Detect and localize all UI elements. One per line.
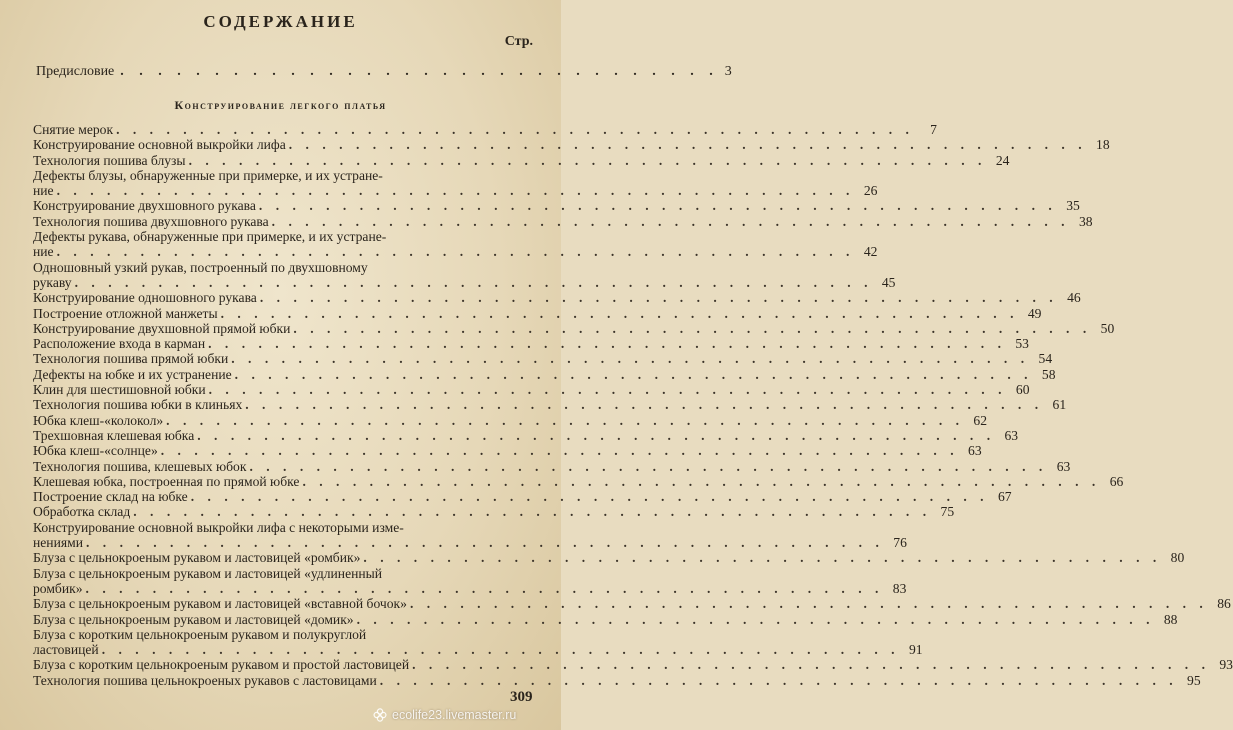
toc-entry-line [33, 351, 1053, 367]
leader-dots: . . . . . . . . . . . . . . . . . . . . . . . . . . . . . . . . . . . . . . . . . . . . . . . . [259, 290, 1058, 306]
leader-dots: . . . . . . . . . . . . . . . . . . . . . . . . . . . . . . . . . . . . . . . . . . . . . . . . [86, 535, 884, 551]
toc-entry [33, 427, 1019, 443]
toc-entry-line [33, 657, 1233, 673]
toc-entry [33, 167, 878, 199]
toc-entry-title: Клешевая юбка, построенная по прямой юбке [33, 473, 300, 489]
toc-entry-page: 93 [1219, 657, 1233, 673]
toc-entry-line [33, 504, 955, 520]
toc-entry-page: 80 [1170, 550, 1185, 566]
toc-entry-line [33, 672, 1201, 688]
toc-entry-page: 63 [1004, 427, 1019, 443]
toc-entry [33, 229, 878, 260]
toc-entry-page: 60 [1015, 382, 1030, 398]
leader-dots: . . . . . . . . . . . . . . . . . . . . . . . . . . . . . . . . . . . . . . . . . . . . . . . . [258, 198, 1057, 214]
toc-entry-title: Технология пошива блузы [33, 152, 186, 168]
toc-entry-line [33, 122, 937, 137]
leader-dots: . . . . . . . . . . . . . . . . . . . . . . . . . . . . . . . . . . . . . . . . . . . . . . . . [208, 382, 1007, 398]
toc-entry-title: Технология пошива цельнокроеных рукавов с ластовицами [33, 672, 377, 688]
toc-entry-page: 24 [995, 152, 1010, 168]
toc-entry-page: 26 [863, 183, 878, 199]
toc-entry-line [33, 260, 518, 275]
toc-entry-line [33, 274, 896, 290]
leader-dots: . . . . . . . . . . . . . . . . . . . . . . . . . . . . . . . . . . . . . . . . . . . . . . . . [133, 504, 932, 520]
toc-entry-page: 67 [997, 489, 1012, 505]
toc-entry-line [33, 244, 878, 260]
toc-entry-page: 54 [1038, 351, 1053, 367]
contents-heading: СОДЕРЖАНИЕ [203, 12, 358, 31]
leader-dots: . . . . . . . . . . . . . . . . . . . . . . . . . . . . . . . . . . . . . . . . . . . . . . . . [166, 412, 965, 428]
toc-entry-page: 53 [1015, 336, 1029, 352]
toc-entry-title: Построение отложной манжеты [33, 305, 218, 321]
toc-entry-line [33, 320, 1115, 336]
toc-entry-title: рукаву [33, 274, 72, 290]
toc-entry-page: 83 [892, 580, 907, 596]
toc-entry-title: Дефекты блузы, обнаруженные при примерке, и их устране- [33, 167, 383, 183]
toc-entry-page: 62 [973, 412, 988, 428]
toc-entry-title: Блуза с коротким цельнокроеным рукавом и простой ластовицей [33, 657, 410, 673]
toc-entry-title: Расположение входа в карман [33, 336, 206, 352]
toc-entry-title: Юбка клеш-«солнце» [33, 443, 158, 459]
page-number: 309 [510, 689, 533, 705]
toc-entry-title: ние [33, 244, 54, 260]
toc-entry [33, 443, 982, 459]
preface-page: 3 [724, 64, 732, 79]
toc-entry-title: Одношовный узкий рукав, построенный по двухшовному [33, 259, 368, 275]
toc-entry-page: 86 [1217, 596, 1231, 612]
toc-entry-line [33, 611, 1178, 627]
toc-entry-line [33, 427, 1019, 443]
leader-dots: . . . . . . . . . . . . . . . . . . . . . . . . . . . . . . . . . . . . . . . . . . . . . . . . [208, 336, 1006, 352]
leader-dots: . . . . . . . . . . . . . . . . . . . . . . . . . . . . . . . . . . . . . . . . . . . . . . . . [288, 137, 1087, 153]
toc-entry-line [33, 183, 878, 199]
leader-dots: . . . . . . . . . . . . . . . . . . . . . . . . . . . . . . . . . . . . . . . . . . . . . . . . [116, 122, 914, 137]
toc-entry-page: 42 [863, 244, 878, 260]
leader-dots: . . . . . . . . . . . . . . . . . . . . . . . . . . . . . . . . . . . . . . . . . . . . . . . . [197, 427, 996, 443]
toc-entry-page: 46 [1067, 290, 1081, 306]
toc-entry-title: Построение склад на юбке [33, 489, 188, 505]
leader-dots: . . . . . . . . . . . . . . . . . . . . . . . . . . . . . . . . . . . . . . . . . . . . . . . . [56, 244, 855, 260]
toc-entry-page: 35 [1066, 198, 1080, 214]
toc-entry-title: ластовицей [33, 642, 99, 658]
toc-entry-title: Обработка склад [33, 504, 131, 520]
toc-entry-line [33, 336, 1029, 352]
toc-entry-line [33, 642, 923, 658]
toc-entry-line [33, 443, 982, 459]
toc-entry-title: Снятие мерок [33, 122, 114, 137]
toc-entry-line [33, 152, 1010, 168]
toc-entry [33, 152, 1010, 168]
toc-entry-page: 50 [1100, 320, 1115, 336]
toc-entry-line [33, 213, 1093, 229]
toc-entry-title: Блуза с цельнокроеным рукавом и ластовицей «ромбик» [33, 550, 361, 566]
toc-entry-line [33, 198, 1080, 214]
toc-entry-line [33, 458, 1071, 474]
toc-entry-page: 38 [1078, 213, 1093, 229]
toc-entry [33, 412, 988, 428]
toc-entry-title: Дефекты рукава, обнаруженные при примерке, и их устране- [33, 229, 387, 245]
toc-entry-line [33, 566, 518, 581]
watermark [372, 706, 557, 724]
toc-entry-title: Технология пошива прямой юбки [33, 351, 229, 367]
toc-entry-page: 91 [908, 642, 923, 658]
toc-entry-page: 63 [1056, 458, 1071, 474]
toc-entry-title: Технология пошива, клешевых юбок [33, 458, 247, 474]
toc-entry [33, 320, 1115, 336]
preface-title: Предисловие [36, 64, 115, 79]
page-column-label: Стр. [504, 34, 533, 49]
leader-dots: . . . . . . . . . . . . . . . . . . . . . . . . . . . . . . . . . . . . . . . . . . . . . . . . [293, 320, 1092, 336]
toc-entry-line [33, 535, 907, 551]
toc-entry-title: Блуза с коротким цельнокроеным рукавом и полукруглой [33, 626, 367, 642]
toc-entry-line [33, 229, 518, 244]
toc-entry-page: 66 [1109, 473, 1124, 489]
toc-entry-title: Клин для шестишовной юбки [33, 382, 206, 398]
toc-entry-line [33, 412, 988, 428]
toc-entry-line [33, 489, 1012, 505]
leader-dots: . . . . . . . . . . . . . . . . . . . . . . . . . . . . . . . . . . . . . . . . . . . . . . . . [101, 642, 900, 658]
toc-entry [33, 213, 1093, 229]
toc-entry [33, 336, 1029, 352]
toc-entry-page: 18 [1096, 137, 1110, 153]
toc-entry [33, 198, 1080, 214]
toc-entry [33, 489, 1012, 505]
toc-entry [33, 122, 937, 137]
toc-entry-line [33, 596, 1231, 612]
toc-entry-title: Блуза с цельнокроеным рукавом и ластовицей «удлиненный [33, 565, 383, 581]
toc-entry-title: ние [33, 183, 54, 199]
toc-entry-line [33, 473, 1124, 489]
toc-entry [33, 626, 923, 658]
toc-entry-title: Юбка клеш-«колокол» [33, 412, 164, 428]
toc-entry-page: 61 [1052, 397, 1067, 413]
leader-dots: . . . . . . . . . . . . . . . . . . . . . . . . . . . . . . . . . . . . . . . . . . . . . . . . [85, 580, 884, 596]
toc-entry-line [33, 382, 1030, 398]
toc-entry-title: Блуза с цельнокроеным рукавом и ластовицей «вставной бочок» [33, 596, 407, 612]
watermark-text: ecolife23.livemaster.ru [392, 708, 517, 722]
leader-dots: . . . . . . . . . . . . . . . . . . . . . . . . . . . . . . . . . . . . . . . . . . . . . . . . [231, 351, 1030, 367]
leader-dots: . . . . . . . . . . . . . . . . . . . . . . . . . . . . . . . . . . . . . . . . . . . . . . . . [56, 183, 855, 199]
toc-entry [33, 473, 1124, 489]
toc-entry-title: Блуза с цельнокроеным рукавом и ластовицей «домик» [33, 611, 354, 627]
leader-dots: . . . . . . . . . . . . . . . . . . . . . . . . . . . . . . . . . . . . . . . . . . . . . . . . [409, 596, 1208, 612]
toc-entry [33, 504, 955, 520]
table-of-contents [33, 122, 1233, 688]
toc-entry-line [33, 305, 1042, 321]
toc-entry-title: Конструирование двухшовного рукава [33, 198, 256, 214]
toc-entry [33, 382, 1030, 398]
toc-entry [33, 657, 1233, 673]
section-title: Конструирование легкого платья [174, 98, 387, 112]
toc-entry-title: Технология пошива юбки в клиньях [33, 397, 243, 413]
toc-entry-line [33, 550, 1185, 566]
toc-entry-title: ромбик» [33, 580, 83, 596]
toc-entry-line [33, 137, 1110, 153]
preface-entry [36, 64, 732, 82]
toc-entry-title: Конструирование одношовного рукава [33, 290, 257, 306]
leader-dots: . . . . . . . . . . . . . . . . . . . . . . . . . . . . . . . . . . . . . . . . . . . . . . . . [356, 611, 1155, 627]
leader-dots: . . . . . . . . . . . . . . . . . . . . . . . . . . . . . . . . . . . . . . . . . . . . . . . . [271, 213, 1070, 229]
toc-entry [33, 259, 896, 291]
toc-entry [33, 366, 1056, 382]
leader-dots: . . . . . . . . . . . . . . . . . . . . . . . . . . . . . . . . . . . . . . . . . . . . . . . . [160, 443, 959, 459]
toc-entry-page: 63 [968, 443, 982, 459]
toc-entry-title: Технология пошива двухшовного рукава [33, 213, 269, 229]
toc-entry-page: 95 [1187, 672, 1201, 688]
flower-logo-icon [372, 707, 388, 723]
leader-dots: . . . . . . . . . . . . . . . . . . . . . . . . . . . . . . . . . . . . . . . . . . . . . . . . [188, 152, 987, 168]
toc-entry-page: 58 [1041, 366, 1056, 382]
toc-entry-title: Дефекты на юбке и их устранение [33, 366, 232, 382]
toc-entry-title: нениями [33, 535, 83, 551]
toc-entry-page: 88 [1163, 611, 1178, 627]
toc-entry-page: 49 [1027, 305, 1042, 321]
leader-dots: . . . . . . . . . . . . . . . . . . . . . . . . . . . . . . . . . . . . . . . . . . . . . . . . [74, 274, 873, 290]
toc-entry-line [33, 397, 1067, 413]
toc-entry [33, 611, 1178, 627]
leader-dots: . . . . . . . . . . . . . . . . . . . . . . . . . . . . . . . . . . . . . . . . . . . . . . . . [302, 473, 1101, 489]
toc-entry-title: Трехшовная клешевая юбка [33, 427, 195, 443]
toc-entry-line [33, 290, 1081, 306]
toc-entry [33, 351, 1053, 367]
leader-dots: . . . . . . . . . . . . . . . . . . . . . . . . . . . . . . . . . . . . . . . . . . . . . . . . [249, 458, 1048, 474]
leader-dots: . . . . . . . . . . . . . . . . . . . . . . . . . . . . . . . . . . . . . . . . . . . . . . . . [234, 366, 1033, 382]
toc-entry-page: 7 [930, 122, 937, 137]
toc-entry [33, 458, 1071, 474]
toc-entry-line [33, 366, 1056, 382]
toc-entry-page: 45 [881, 274, 896, 290]
toc-entry [33, 550, 1185, 566]
toc-entry [33, 305, 1042, 321]
toc-entry [33, 397, 1067, 413]
toc-entry [33, 596, 1231, 612]
leader-dots: . . . . . . . . . . . . . . . . . . . . . . . . . . . . . . . . . . . . . . . . . . . . . . . . [379, 672, 1178, 688]
toc-entry-title: Конструирование основной выкройки лифа [33, 137, 286, 153]
leader-dots: . . . . . . . . . . . . . . . . . . . . . . . . . . . . . . . . . . . . . . . . . . . . . . . . [190, 489, 989, 505]
leader-dots: . . . . . . . . . . . . . . . . . . . . . . . . . . . . . . . . . . . . . . . . . . . . . . . . [245, 397, 1044, 413]
leader-dots: . . . . . . . . . . . . . . . . . . . . . . . . . . . . . . . . . . . . . . . . . . . . . . . . [220, 305, 1019, 321]
toc-entry [33, 519, 907, 551]
toc-entry-page: 76 [893, 535, 907, 551]
toc-entry [33, 565, 907, 597]
toc-entry-line [33, 580, 907, 596]
toc-entry-title: Конструирование основной выкройки лифа с некоторыми изме- [33, 519, 404, 535]
leader-dots: . . . . . . . . . . . . . . . . . . . . . . . . . . . . . . . . [120, 64, 719, 79]
toc-entry-page: 75 [940, 504, 955, 520]
toc-entry-line [33, 627, 518, 642]
leader-dots: . . . . . . . . . . . . . . . . . . . . . . . . . . . . . . . . . . . . . . . . . . . . . . . . [412, 657, 1210, 673]
toc-entry-line [33, 168, 518, 183]
toc-entry-line [33, 520, 518, 535]
leader-dots: . . . . . . . . . . . . . . . . . . . . . . . . . . . . . . . . . . . . . . . . . . . . . . . . [363, 550, 1162, 566]
toc-entry-title: Конструирование двухшовной прямой юбки [33, 320, 291, 336]
toc-entry [33, 290, 1081, 306]
toc-entry [33, 137, 1110, 153]
toc-entry [33, 672, 1201, 688]
